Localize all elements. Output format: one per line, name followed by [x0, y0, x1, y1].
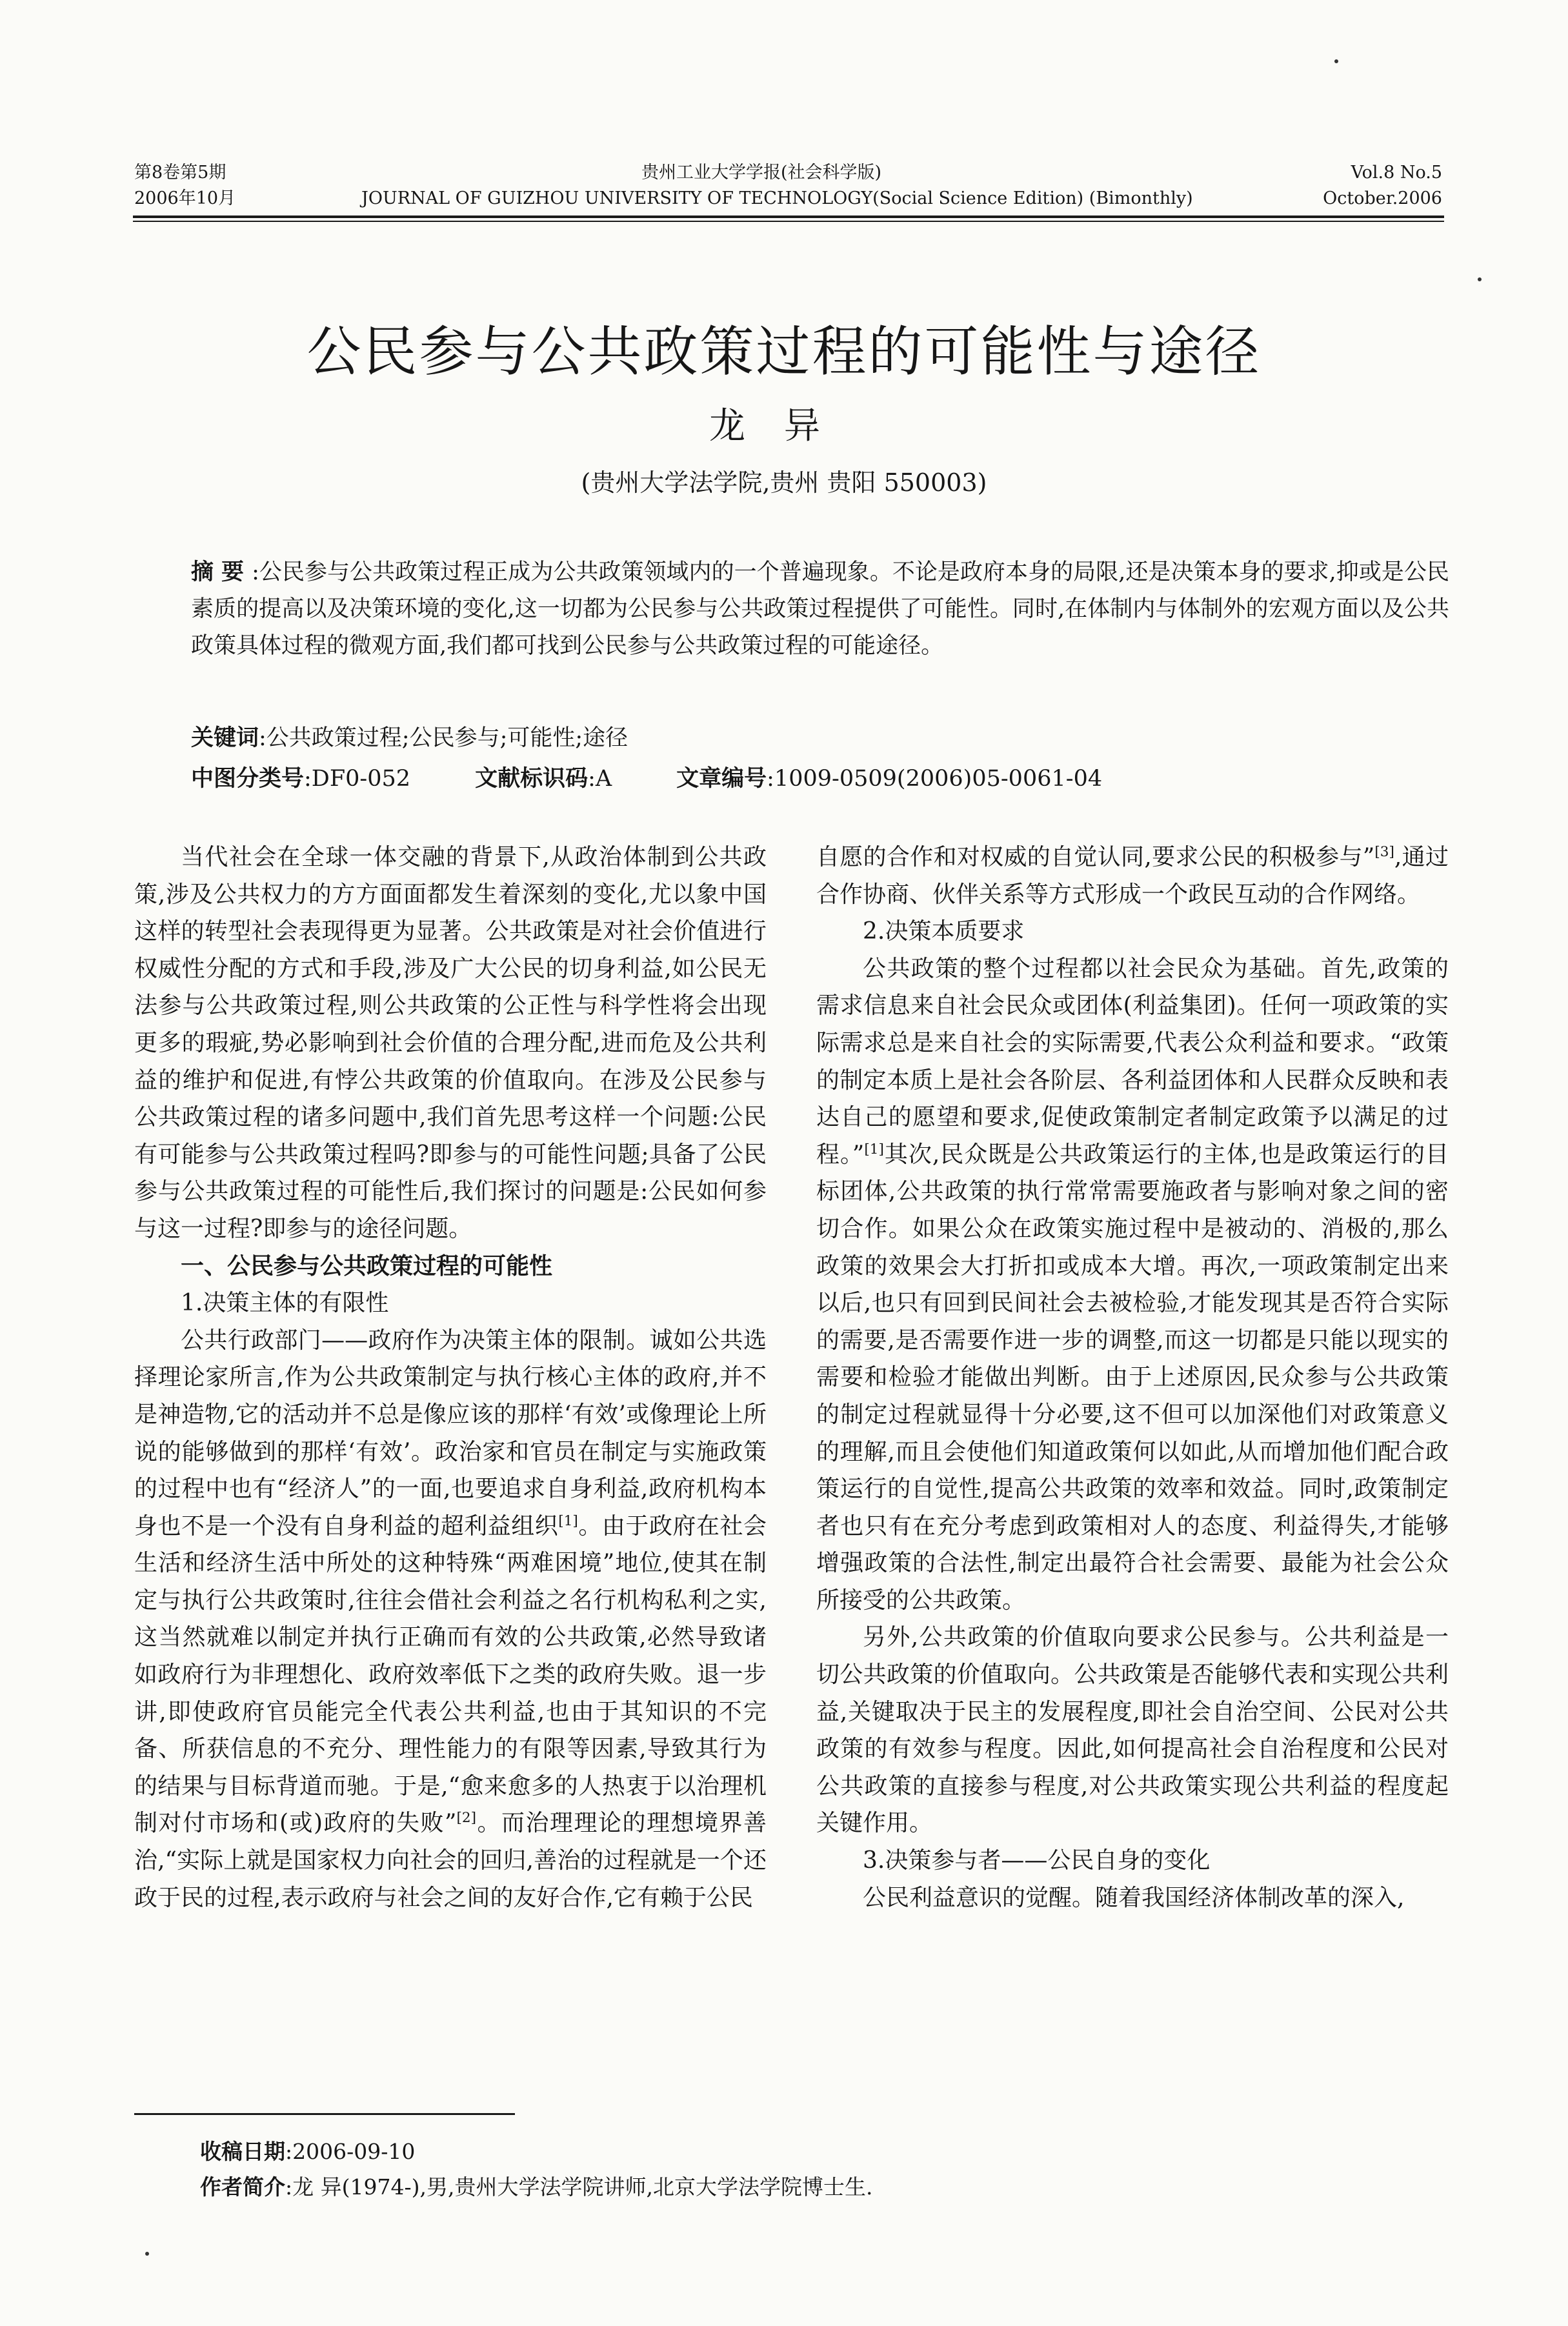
paragraph: 公民利益意识的觉醒。随着我国经济体制改革的深入,	[863, 1884, 1405, 1911]
subsection-heading: 3.决策参与者——公民自身的变化	[863, 1847, 1211, 1874]
paragraph	[134, 1322, 767, 1917]
body-column-left	[134, 839, 767, 1916]
author-affiliation: (贵州大学法学院,贵州 贵阳 550003)	[581, 468, 987, 497]
author-bio-label: 作者简介	[200, 2174, 285, 2200]
paragraph-text: 。由于政府在社会生活和经济生活中所处的这种特殊“两难困境”地位,使其在制定与执行公共政策时,往往会借社会利益之名行机构私利之实,这当然就难以制定并执行正确而有效的公共政策,必然导致诸如政府行为非理想化、政府效率低下之类的政府失败。退一步讲,即使政府官员能完全代表公共利益,也由于其知识的不完备、所获信息的不充分、理性能力的有限等因素,导致其行为的结果与目标背道而驰。于是,“愈来愈多的人热衷于以治理机制对付市场和(或)政府的失败”	[134, 1512, 767, 1837]
header-issue-en	[1323, 160, 1442, 212]
received-label: 收稿日期	[200, 2139, 285, 2164]
footnote-author-bio	[200, 2171, 872, 2203]
paragraph-text: ,通过合作协商、伙伴关系等方式形成一个政民互动的合作网络。	[816, 844, 1449, 908]
citation-ref: [1]	[864, 1141, 884, 1158]
footnote-received	[200, 2136, 415, 2168]
doc-code: :A	[588, 766, 612, 792]
paragraph	[816, 950, 1449, 1619]
keywords-label: 关键词	[191, 725, 259, 751]
paragraph	[816, 839, 1449, 913]
header-rule-thick	[133, 216, 1444, 218]
header-issue	[134, 160, 236, 212]
header-date: 2006年10月	[134, 188, 236, 208]
article-number: :1009-0509(2006)05-0061-04	[767, 766, 1103, 792]
author-bio: :龙 异(1974-),男,贵州大学法学院讲师,北京大学法学院博士生.	[285, 2174, 873, 2200]
subsection-heading: 1.决策主体的有限性	[181, 1290, 389, 1317]
paragraph-text: 。而治理理论的理想境界善治,“实际上就是国家权力向社会的回归,善治的过程就是一个还政于民的过程,表示政府与社会之间的友好合作,它有赖于公民	[134, 1810, 767, 1911]
paragraph: 另外,公共政策的价值取向要求公民参与。公共利益是一切公共政策的价值取向。公共政策是否能够代表和实现公共利益,关键取决于民主的发展程度,即社会自治空间、公民对公共政策的有效参与程度。因此,如何提高社会自治程度和公民对公共政策的直接参与程度,对公共政策实现公共利益的程度起关键作用。	[816, 1624, 1449, 1837]
scan-speck	[1478, 277, 1482, 281]
paragraph-text: 自愿的合作和对权威的自觉认同,要求公民的积极参与”	[816, 844, 1375, 870]
citation-ref: [2]	[456, 1810, 477, 1827]
header-volume-en: Vol.8 No.5	[1351, 163, 1442, 183]
header-journal-en: JOURNAL OF GUIZHOU UNIVERSITY OF TECHNOLOGY(Social Science Edition) (Bimonthly)	[361, 188, 1193, 208]
scan-speck	[145, 2252, 149, 2256]
abstract	[191, 554, 1449, 665]
scan-speck	[1334, 59, 1338, 63]
keywords	[191, 719, 1449, 757]
citation-ref: [3]	[1374, 844, 1394, 860]
abstract-label: 摘要	[191, 559, 252, 585]
paragraph-text: 公共行政部门——政府作为决策主体的限制。诚如公共选择理论家所言,作为公共政策制定与执行核心主体的政府,并不是神造物,它的活动并不总是像应该的那样‘有效’或像理论上所说的能够做到的那样‘有效’。政治家和官员在制定与实施政策的过程中也有“经济人”的一面,也要追求自身利益,政府机构本身也不是一个没有自身利益的超利益组织	[134, 1327, 767, 1539]
paragraph: 当代社会在全球一体交融的背景下,从政治体制到公共政策,涉及公共权力的方方面面都发生着深刻的变化,尤以象中国这样的转型社会表现得更为显著。公共政策是对社会价值进行权威性分配的方式和手段,涉及广大公民的切身利益,如公民无法参与公共政策过程,则公共政策的公正性与科学性将会出现更多的瑕疵,势必影响到社会价值的合理分配,进而危及公共利益的维护和促进,有悖公共政策的价值取向。在涉及公民参与公共政策过程的诸多问题中,我们首先思考这样一个问题:公民有可能参与公共政策过程吗?即参与的可能性问题;具备了公民参与公共政策过程的可能性后,我们探讨的问题是:公民如何参与这一过程?即参与的途径问题。	[134, 844, 767, 1242]
subsection-heading: 2.决策本质要求	[863, 918, 1025, 945]
paragraph-text: 其次,民众既是公共政策运行的主体,也是政策运行的目标团体,公共政策的执行常常需要施政者与影响对象之间的密切合作。如果公众在政策实施过程中是被动的、消极的,那么政策的效果会大打折扣或成本大增。再次,一项政策制定出来以后,也只有回到民间社会去被检验,才能发现其是否符合实际的需要,是否需要作进一步的调整,而这一切都是只能以现实的需要和检验才能做出判断。由于上述原因,民众参与公共政策的制定过程就显得十分必要,这不但可以加深他们对政策意义的理解,而且会使他们知道政策何以如此,从而增加他们配合政策运行的自觉性,提高公共政策的效率和效益。同时,政策制定者也只有在充分考虑到政策相对人的态度、利益得失,才能够增强政策的合法性,制定出最符合社会需要、最能为社会公众所接受的公共政策。	[816, 1141, 1449, 1614]
article-number-label: 文章编号	[676, 765, 767, 792]
author-name: 龙异	[709, 405, 859, 447]
keywords-text: :公共政策过程;公民参与;可能性;途径	[259, 725, 628, 751]
footnote-rule	[134, 2113, 515, 2115]
header-volume: 第8卷第5期	[134, 163, 226, 183]
header-date-en: October.2006	[1323, 188, 1442, 208]
paragraph-text: 公共政策的整个过程都以社会民众为基础。首先,政策的需求信息来自社会民众或团体(利益集团)。任何一项政策的实际需求总是来自社会的实际需要,代表公众利益和要求。“政策的制定本质上是社会各阶层、各利益团体和人民群众反映和表达自己的愿望和要求,促使政策制定者制定政策予以满足的过程。”	[816, 955, 1449, 1168]
received-date: :2006-09-10	[285, 2139, 416, 2164]
header-journal	[361, 160, 1193, 212]
classification-line	[191, 760, 1449, 797]
clc-label: 中图分类号	[191, 765, 305, 792]
doc-code-label: 文献标识码	[475, 765, 588, 792]
clc-code: :DF0-052	[304, 766, 411, 792]
header-journal-cn: 贵州工业大学学报(社会科学版)	[641, 163, 882, 183]
article-title: 公民参与公共政策过程的可能性与途径	[307, 320, 1261, 383]
body-column-right	[816, 839, 1449, 1916]
section-heading: 一、公民参与公共政策过程的可能性	[181, 1252, 553, 1279]
header-rule-thin	[133, 221, 1444, 222]
abstract-text: :公民参与公共政策过程正成为公共政策领域内的一个普遍现象。不论是政府本身的局限,还是决策本身的要求,抑或是公民素质的提高以及决策环境的变化,这一切都为公民参与公共政策过程提供了可能性。同时,在体制内与体制外的宏观方面以及公共政策具体过程的微观方面,我们都可找到公民参与公共政策过程的可能途径。	[191, 559, 1449, 659]
citation-ref: [1]	[558, 1512, 578, 1529]
